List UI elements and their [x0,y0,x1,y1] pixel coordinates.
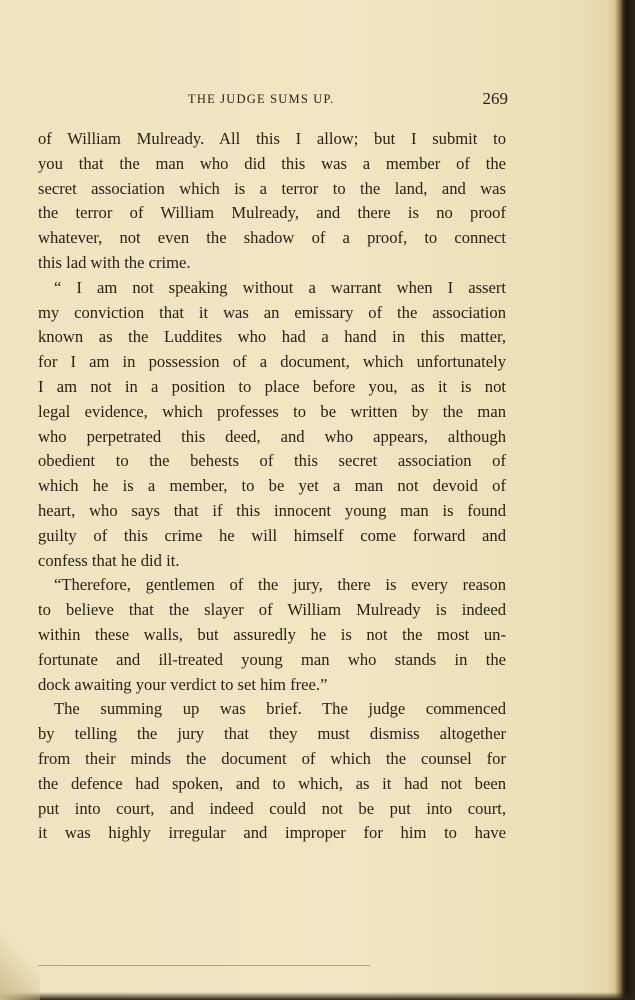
body-text [38,127,506,846]
text-line: to believe that the slayer of William Mulready is indeed [38,600,506,620]
text-line: whatever, not even the shadow of a proof, to connect [38,228,506,248]
text-line: dock awaiting your verdict to set him free.” [38,674,328,694]
text-line: within these walls, but assuredly he is not the most un- [38,624,506,644]
text-line: The summing up was brief. The judge commenced [54,699,506,719]
running-header [38,89,508,112]
text-line: I am not in a position to place before you, as it is not [38,376,506,396]
bottom-edge-shadow [0,992,635,1000]
book-spine-shadow [607,0,635,1000]
text-line: heart, who says that if this innocent young man is found [38,500,506,520]
text-line: this lad with the crime. [38,252,191,272]
text-line: “ I am not speaking without a warrant when I assert [54,277,506,297]
text-line: obedient to the behests of this secret association of [38,451,506,471]
page-number: 269 [482,89,508,108]
text-line: “Therefore, gentlemen of the jury, there is every reason [54,575,506,595]
text-line: of William Mulready. All this I allow; but I submit to [38,129,506,148]
footer-rule [38,965,370,966]
text-line: my conviction that it was an emissary of the association [38,302,506,322]
text-line: secret association which is a terror to the land, and was [38,178,506,198]
text-line: known as the Luddites who had a hand in this matter, [38,327,506,347]
text-line: put into court, and indeed could not be put into court, [38,798,506,818]
text-line: who perpetrated this deed, and who appears, although [38,426,506,446]
running-title: THE JUDGE SUMS UP. [188,92,335,106]
text-line: fortunate and ill-treated young man who stands in the [38,649,506,669]
text-line: legal evidence, which professes to be written by the man [38,401,506,421]
text-line: guilty of this crime he will himself come forward and [38,525,506,545]
text-line: confess that he did it. [38,550,180,570]
page-corner-crease [0,920,40,1000]
text-line: for I am in possession of a document, which unfortunately [38,352,506,372]
text-line: the terror of William Mulready, and there is no proof [38,203,506,223]
text-line: the defence had spoken, and to which, as it had not been [38,773,506,793]
text-line: by telling the jury that they must dismiss altogether [38,724,506,744]
text-line: you that the man who did this was a member of the [38,153,506,173]
text-line: from their minds the document of which the counsel for [38,748,506,768]
text-line: it was highly irregular and improper for him to have [38,823,506,843]
text-line: which he is a member, to be yet a man not devoid of [38,476,506,496]
